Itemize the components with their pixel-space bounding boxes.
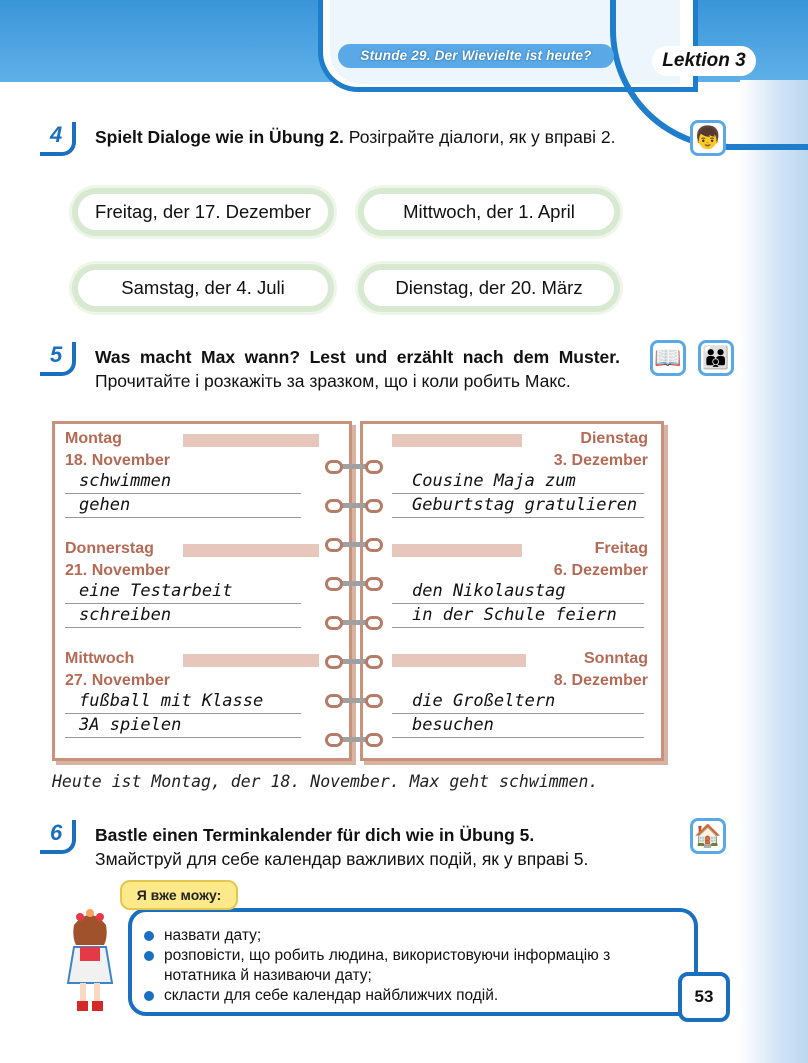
- summary-item: скласти для себе календар найближчих подій.: [142, 986, 652, 1006]
- day-bar: [392, 544, 522, 557]
- spiral-ring: [365, 616, 383, 630]
- spiral-ring: [325, 538, 343, 552]
- children-group-icon: 👪: [698, 340, 734, 376]
- right-band: [740, 80, 808, 1063]
- entry-day: Mittwoch: [65, 650, 135, 667]
- entry-line: besuchen: [392, 714, 644, 738]
- entry-line: in der Schule feiern: [392, 604, 644, 628]
- day-bar: [183, 544, 319, 557]
- spiral-ring: [365, 538, 383, 552]
- task5-number: 5: [50, 342, 63, 367]
- date-pill: Samstag, der 4. Juli: [72, 264, 334, 312]
- entry-date: 27. November: [65, 672, 170, 689]
- entry-line: fußball mit Klasse: [65, 690, 301, 714]
- day-bar: [392, 434, 522, 447]
- day-bar: [392, 654, 526, 667]
- spiral-ring: [365, 655, 383, 669]
- entry-line: eine Testarbeit: [65, 580, 301, 604]
- task4-title-uk: Розіграйте діалоги, як у вправі 2.: [348, 127, 616, 147]
- day-bar: [183, 654, 319, 667]
- entry-line: gehen: [65, 494, 301, 518]
- spiral-ring: [365, 733, 383, 747]
- house-craft-icon: 🏠: [690, 818, 726, 854]
- open-book-icon: 📖: [650, 340, 686, 376]
- task4-number-box: [40, 122, 76, 156]
- calendar-entry: [392, 650, 648, 738]
- summary-item: назвати дату;: [142, 926, 652, 946]
- spiral-ring: [325, 616, 343, 630]
- calendar-entry: [65, 650, 325, 738]
- entry-line: schreiben: [65, 604, 301, 628]
- task6-title-uk: Змайструй для себе календар важливих подій, як у вправі 5.: [95, 849, 589, 869]
- task5-title-uk: Прочитайте і розкажіть за зразком, що і коли робить Макс.: [95, 371, 571, 391]
- entry-line: die Großeltern: [392, 690, 644, 714]
- summary-list: [142, 926, 652, 1006]
- spiral-ring: [325, 460, 343, 474]
- entry-day: Donnerstag: [65, 540, 154, 557]
- entry-date: 3. Dezember: [553, 452, 648, 469]
- summary-label: Я вже можу:: [120, 880, 238, 910]
- spiral-ring: [365, 499, 383, 513]
- entry-date: 18. November: [65, 452, 170, 469]
- girl-illustration: [60, 905, 120, 1015]
- entry-date: 21. November: [65, 562, 170, 579]
- date-pill: Dienstag, der 20. März: [358, 264, 620, 312]
- spiral-ring: [325, 655, 343, 669]
- calendar-entry: [392, 540, 648, 628]
- entry-day: Freitag: [594, 540, 648, 557]
- spiral-ring: [365, 577, 383, 591]
- calendar-entry: [392, 430, 648, 518]
- entry-date: 6. Dezember: [553, 562, 648, 579]
- task6-number: 6: [50, 820, 63, 845]
- task6-title-de: Bastle einen Terminkalender für dich wie in Übung 5.: [95, 825, 535, 845]
- entry-date: 8. Dezember: [553, 672, 648, 689]
- spiral-ring: [365, 694, 383, 708]
- task5-number-box: [40, 342, 76, 376]
- task6-number-box: [40, 820, 76, 854]
- task4-title-de: Spielt Dialoge wie in Übung 2.: [95, 127, 344, 147]
- calendar-entry: [65, 430, 325, 518]
- unit-title: Lektion 3: [652, 46, 756, 76]
- entry-day: Montag: [65, 430, 122, 447]
- task5-instruction: [95, 345, 620, 393]
- date-pill: Freitag, der 17. Dezember: [72, 188, 334, 236]
- spiral-ring: [325, 499, 343, 513]
- calendar-entry: [65, 540, 325, 628]
- summary-item: розповісти, що робить людина, використовуючи інформацію з нотатника й називаючи дату;: [142, 946, 652, 986]
- entry-line: den Nikolaustag: [392, 580, 644, 604]
- spiral-ring: [325, 694, 343, 708]
- spiral-ring: [365, 460, 383, 474]
- entry-line: schwimmen: [65, 470, 301, 494]
- spiral-ring: [325, 577, 343, 591]
- task4-instruction: [95, 125, 620, 149]
- lesson-title: Stunde 29. Der Wievielte ist heute?: [338, 44, 614, 68]
- task4-number: 4: [50, 122, 63, 147]
- example-sentence: Heute ist Montag, der 18. November. Max geht schwimmen.: [52, 772, 599, 791]
- entry-line: 3A spielen: [65, 714, 301, 738]
- task5-title-de: Was macht Max wann? Lest und erzählt nach dem Muster.: [95, 347, 620, 367]
- spiral-ring: [325, 733, 343, 747]
- date-pill: Mittwoch, der 1. April: [358, 188, 620, 236]
- day-bar: [183, 434, 319, 447]
- entry-line: Cousine Maja zum: [392, 470, 644, 494]
- children-pair-icon: 👦: [690, 120, 726, 156]
- page-number: 53: [678, 972, 730, 1022]
- entry-line: Geburtstag gratulieren: [392, 494, 644, 518]
- entry-day: Sonntag: [584, 650, 648, 667]
- entry-day: Dienstag: [580, 430, 648, 447]
- task6-instruction: [95, 823, 635, 871]
